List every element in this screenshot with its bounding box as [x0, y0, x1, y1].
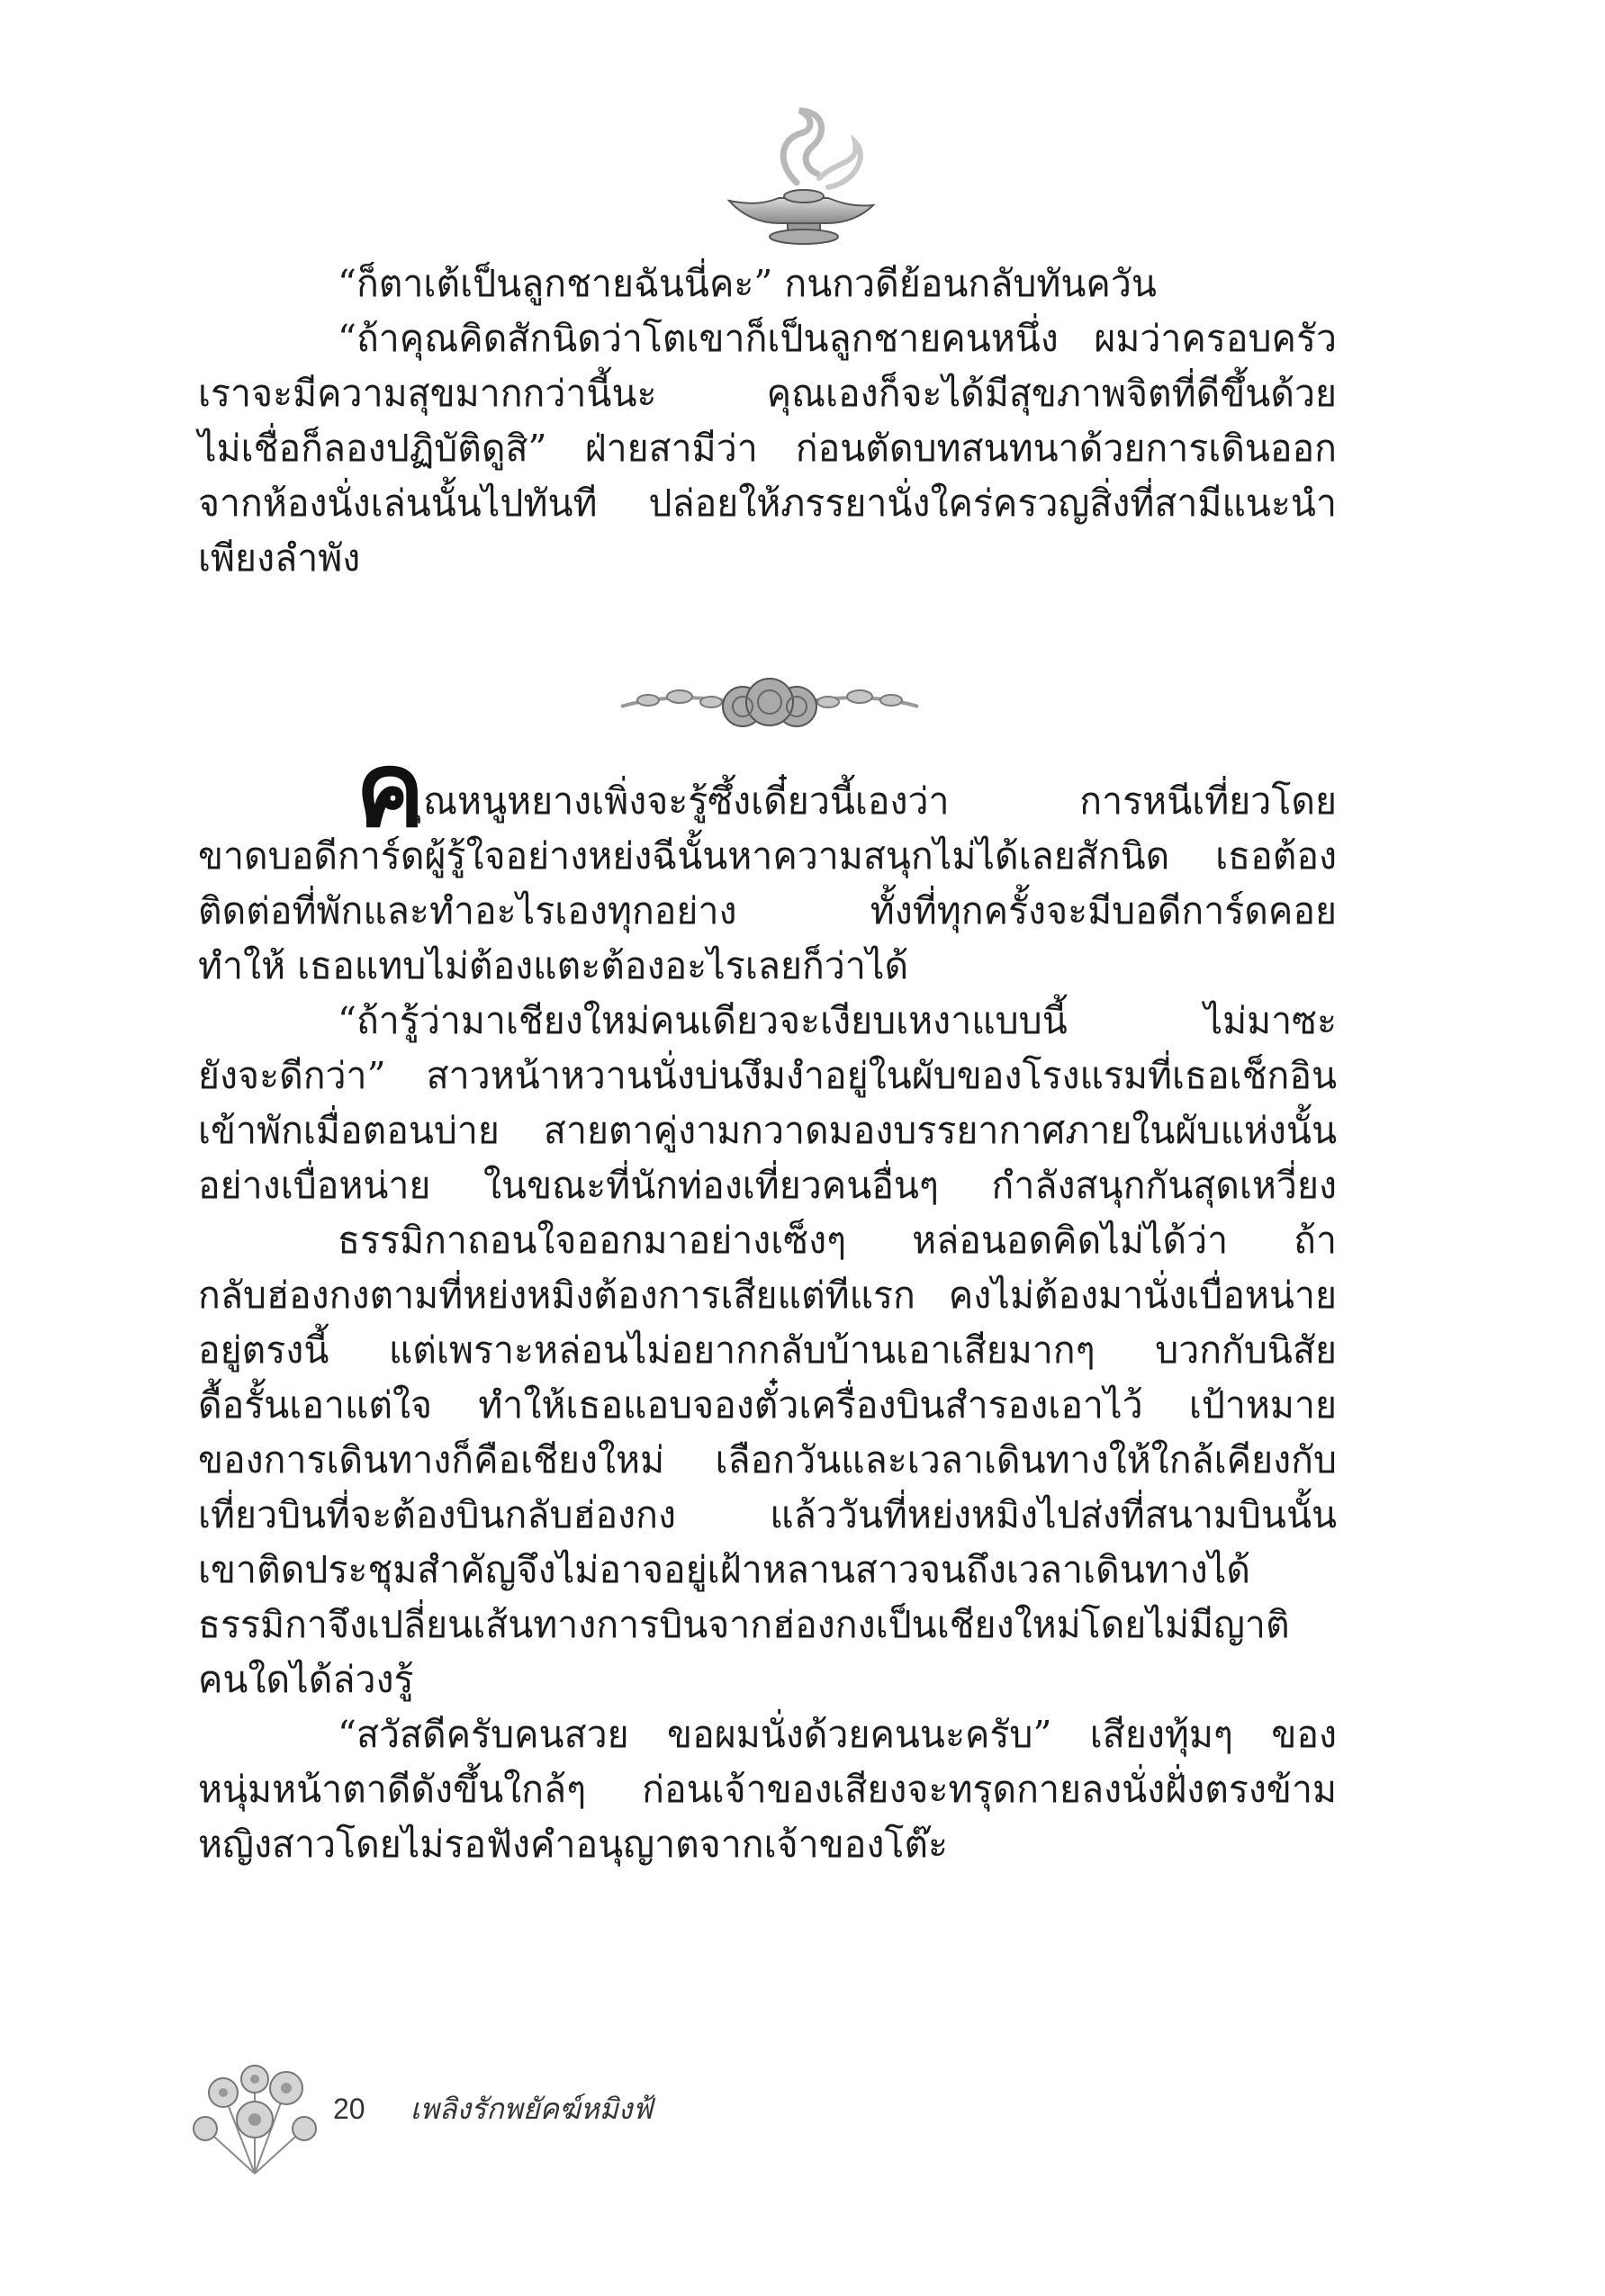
- page-number: 20: [333, 2093, 365, 2125]
- text-line: ขาดบอดีการ์ดผู้รู้ใจอย่างหย่งฉีนั้นหาความสนุกไม่ได้เลยสักนิด เธอต้อง: [198, 834, 1337, 878]
- text-line: กลับฮ่องกงตามที่หย่งหมิงต้องการเสียแต่ทีแรก คงไม่ต้องมานั่งเบื่อหน่าย: [198, 1274, 1337, 1317]
- text-line: ของการเดินทางก็คือเชียงใหม่ เลือกวันและเวลาเดินทางให้ใกล้เคียงกับ: [198, 1438, 1337, 1481]
- text-line: หนุ่มหน้าตาดีดังขึ้นใกล้ๆ ก่อนเจ้าของเสียงจะทรุดกายลงนั่งฝั่งตรงข้าม: [198, 1768, 1337, 1811]
- text-line: อย่างเบื่อหน่าย ในขณะที่นักท่องเที่ยวคนอื่นๆ กำลังสนุกกันสุดเหวี่ยง: [198, 1164, 1337, 1207]
- text-line: เราจะมีความสุขมากกว่านี้นะ คุณเองก็จะได้มีสุขภาพจิตที่ดีขึ้นด้วย: [198, 372, 1337, 415]
- text-line: ธรรมิกาจึงเปลี่ยนเส้นทางการบินจากฮ่องกงเป็นเชียงใหม่โดยไม่มีญาติ: [198, 1603, 1290, 1646]
- text-line: ไม่เชื่อก็ลองปฏิบัติดูสิ” ฝ่ายสามีว่า ก่อนตัดบทสนทนาด้วยการเดินออก: [198, 427, 1337, 470]
- text-line: ยังจะดีกว่า” สาวหน้าหวานนั่งบ่นงึมงำอยู่ในผับของโรงแรมที่เธอเช็กอิน: [198, 1054, 1337, 1097]
- text-line: เพียงลำพัง: [198, 536, 361, 580]
- paragraph-block-1: [198, 257, 1337, 586]
- text-line: “ถ้ารู้ว่ามาเชียงใหม่คนเดียวจะเงียบเหงาแบบนี้ ไม่มาซะ: [338, 999, 1337, 1042]
- text-line: หญิงสาวโดยไม่รอฟังคำอนุญาตจากเจ้าของโต๊ะ: [198, 1823, 949, 1866]
- text-line: เขาติดประชุมสำคัญจึงไม่อาจอยู่เฝ้าหลานสาวจนถึงเวลาเดินทางได้: [198, 1548, 1251, 1591]
- paragraph-block-2: [198, 729, 1337, 1872]
- text-line: คนใดได้ล่วงรู้: [198, 1658, 414, 1701]
- drop-cap: ค: [356, 729, 425, 851]
- text-line: “สวัสดีครับคนสวย ขอผมนั่งด้วยคนนะครับ” เสียงทุ้มๆ ของ: [338, 1713, 1337, 1756]
- text-line-rest: ุณหนูหยางเพิ่งจะรู้ซึ้งเดี๋ยวนี้เองว่า การหนีเที่ยวโดย: [423, 779, 1337, 823]
- lamp-icon: [711, 97, 891, 255]
- text-line: ธรรมิกาถอนใจออกมาอย่างเซ็งๆ หล่อนอดคิดไม่ได้ว่า ถ้า: [338, 1219, 1337, 1262]
- text-line: “ถ้าคุณคิดสักนิดว่าโตเขาก็เป็นลูกชายคนหนึ่ง ผมว่าครอบครัว: [338, 317, 1337, 360]
- flower-divider-icon: [612, 657, 927, 747]
- text-line: ทำให้ เธอแทบไม่ต้องแตะต้องอะไรเลยก็ว่าได้: [198, 944, 909, 987]
- text-line: จากห้องนั่งเล่นนั้นไปทันที ปล่อยให้ภรรยานั่งใคร่ครวญสิ่งที่สามีแนะนำ: [198, 482, 1337, 525]
- text-line: [198, 729, 1337, 851]
- text-line: ดื้อรั้นเอาแต่ใจ ทำให้เธอแอบจองตั๋วเครื่องบินสำรองเอาไว้ เป้าหมาย: [198, 1383, 1337, 1427]
- book-title: เพลิงรักพยัคฆ์หมิงฟ้: [410, 2092, 654, 2126]
- text-line: “ก็ตาเต้เป็นลูกชายฉันนี่คะ” กนกวดีย้อนกลับทันควัน: [338, 262, 1157, 305]
- flower-bouquet-icon: [187, 2057, 322, 2183]
- text-line: ติดต่อที่พักและทำอะไรเองทุกอย่าง ทั้งที่ทุกครั้งจะมีบอดีการ์ดคอย: [198, 889, 1337, 932]
- text-line: เข้าพักเมื่อตอนบ่าย สายตาคู่งามกวาดมองบรรยากาศภายในผับแห่งนั้น: [198, 1109, 1337, 1152]
- text-line: เที่ยวบินที่จะต้องบินกลับฮ่องกง แล้ววันที่หย่งหมิงไปส่งที่สนามบินนั้น: [198, 1493, 1337, 1536]
- text-line: อยู่ตรงนี้ แต่เพราะหล่อนไม่อยากกลับบ้านเอาเสียมากๆ บวกกับนิสัย: [198, 1328, 1337, 1372]
- page-footer: [333, 2086, 653, 2132]
